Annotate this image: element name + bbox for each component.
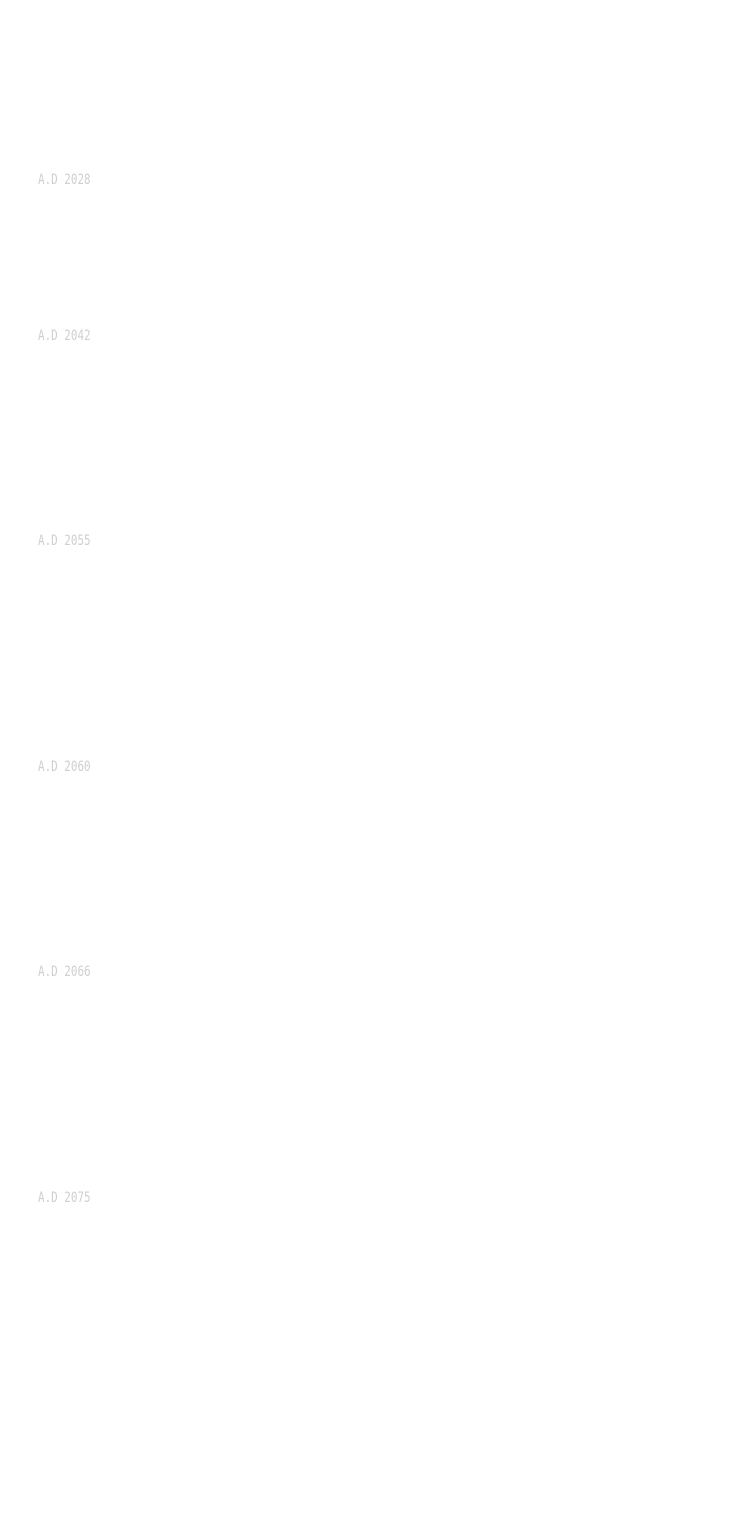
year-label-2055: A.D 2055 [38,533,91,549]
year-label-2066: A.D 2066 [38,964,91,980]
year-label-2060: A.D 2060 [38,759,91,775]
year-label-2042: A.D 2042 [38,328,91,344]
year-label-2028: A.D 2028 [38,172,91,188]
year-label-2075: A.D 2075 [38,1190,91,1206]
